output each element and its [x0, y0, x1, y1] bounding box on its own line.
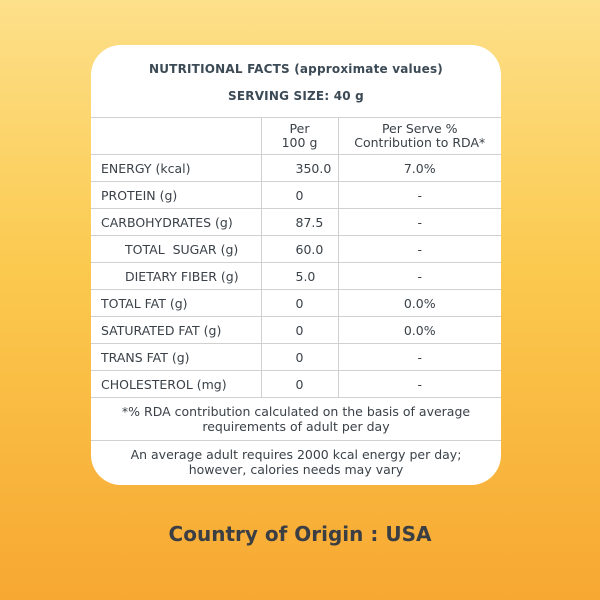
- nutrient-name: CHOLESTEROL (mg): [91, 371, 261, 398]
- table-row: [91, 290, 501, 317]
- rda-value: 0.0%: [338, 317, 501, 344]
- table-row: [91, 182, 501, 209]
- rda-value: 7.0%: [338, 155, 501, 182]
- table-row: [91, 236, 501, 263]
- per-100g-value: 0: [261, 371, 338, 398]
- nutrient-name: TOTAL FAT (g): [91, 290, 261, 317]
- nutrient-name: SATURATED FAT (g): [91, 317, 261, 344]
- rda-value: -: [338, 236, 501, 263]
- table-row: [91, 344, 501, 371]
- energy-note: An average adult requires 2000 kcal energy per day; however, calories needs may vary: [91, 441, 501, 484]
- rda-value: -: [338, 209, 501, 236]
- header-rda: [338, 118, 501, 155]
- header-per-100g: [261, 118, 338, 155]
- per-100g-value: 0: [261, 344, 338, 371]
- table-row: [91, 209, 501, 236]
- label-title: NUTRITIONAL FACTS (approximate values): [149, 62, 443, 76]
- per-100g-value: 0: [261, 290, 338, 317]
- rda-footnote: *% RDA contribution calculated on the basis of average requirements of adult per day: [91, 398, 501, 441]
- country-of-origin: Country of Origin : USA: [168, 522, 432, 546]
- rda-value: 0.0%: [338, 290, 501, 317]
- nutrient-name: DIETARY FIBER (g): [91, 263, 261, 290]
- table-row: [91, 263, 501, 290]
- header-nutrient: [91, 118, 261, 155]
- per-100g-value: 5.0: [261, 263, 338, 290]
- per-100g-value: 87.5: [261, 209, 338, 236]
- per-100g-value: 350.0: [261, 155, 338, 182]
- rda-value: -: [338, 182, 501, 209]
- header-per-100g-text: Per 100 g: [281, 121, 318, 150]
- nutrient-name: PROTEIN (g): [91, 182, 261, 209]
- rda-footnote-row: [91, 398, 501, 441]
- nutrition-table: [91, 117, 501, 483]
- header-rda-text: Per Serve % Contribution to RDA*: [354, 121, 486, 150]
- nutrient-name: ENERGY (kcal): [91, 155, 261, 182]
- nutrient-name: TOTAL SUGAR (g): [91, 236, 261, 263]
- table-row: [91, 371, 501, 398]
- energy-note-row: [91, 441, 501, 484]
- per-100g-value: 60.0: [261, 236, 338, 263]
- nutrient-name: TRANS FAT (g): [91, 344, 261, 371]
- per-100g-value: 0: [261, 317, 338, 344]
- nutrition-label-card: [91, 45, 501, 485]
- table-row: [91, 155, 501, 182]
- nutrient-name: CARBOHYDRATES (g): [91, 209, 261, 236]
- table-row: [91, 317, 501, 344]
- per-100g-value: 0: [261, 182, 338, 209]
- rda-value: -: [338, 344, 501, 371]
- rda-value: -: [338, 263, 501, 290]
- rda-value: -: [338, 371, 501, 398]
- serving-size: SERVING SIZE: 40 g: [228, 89, 364, 103]
- table-header-row: [91, 118, 501, 155]
